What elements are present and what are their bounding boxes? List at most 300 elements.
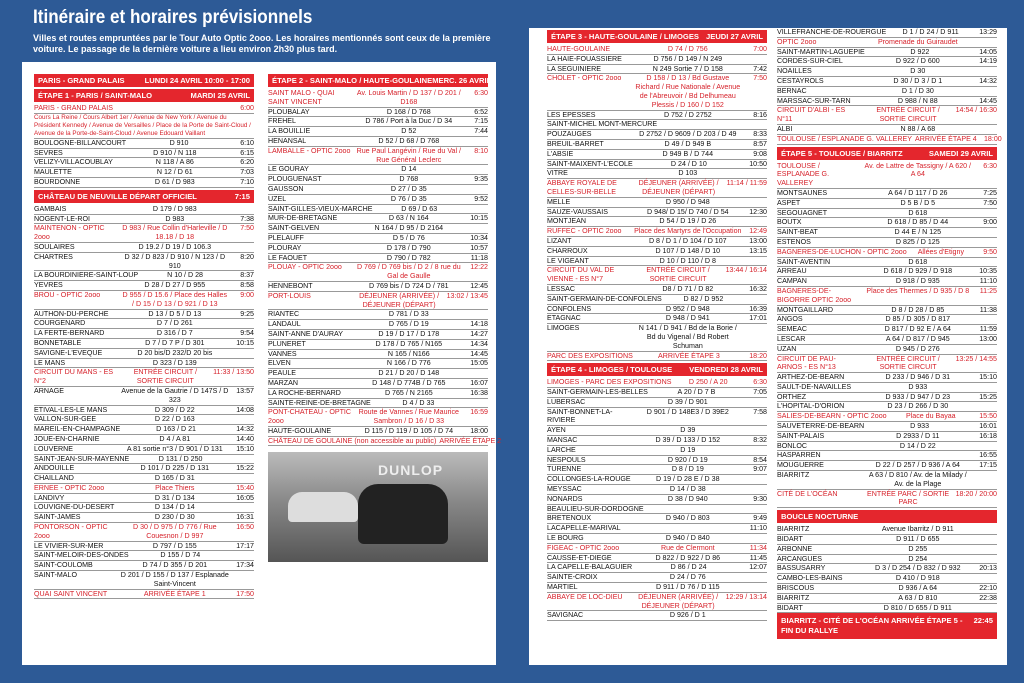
route: D 797 / D 155 — [152, 541, 197, 550]
time: 14:32 — [979, 76, 997, 85]
route: ENTRÉE CIRCUIT / SORTIE CIRCUIT — [876, 354, 940, 372]
route: D 952 / D 948 — [665, 304, 710, 313]
itinerary-row — [777, 48, 997, 58]
itinerary-row — [268, 89, 488, 108]
town-name: BREUIL-BARRET — [547, 139, 604, 148]
route: D 101 / D 225 / D 131 — [140, 464, 210, 473]
town-name: ARREAU — [777, 267, 807, 276]
route: D 756 / D 149 / N 249 — [653, 54, 723, 63]
section-header — [547, 363, 767, 376]
route: D 63 / N 164 — [388, 214, 429, 223]
time: 9:07 — [753, 465, 767, 474]
route: D 24 / D 76 — [669, 573, 706, 582]
town-name: SAINT-GILLES-VIEUX-MARCHE — [268, 204, 373, 213]
town-name: LESSAC — [547, 284, 575, 293]
itinerary-row — [547, 65, 767, 75]
town-name: MOUGUERRE — [777, 461, 824, 470]
itinerary-row — [547, 563, 767, 573]
route: D 19 / D 28 E / D 38 — [656, 475, 720, 484]
route: Place des Thermes / D 935 / D 8 — [866, 286, 970, 295]
town-name: CHARROUX — [547, 246, 588, 255]
route: D 49 / D 949 B — [664, 139, 712, 148]
route: N 118 / A 86 — [155, 158, 194, 167]
town-name: AYEN — [547, 426, 566, 435]
route: D 107 / D 148 / D 10 — [655, 246, 721, 255]
town-name: CAMPAN — [777, 277, 807, 286]
town-name: ASPET — [777, 198, 801, 207]
itinerary-row — [777, 525, 997, 535]
itinerary-row — [547, 593, 767, 612]
town-name: CAMBO-LES-BAINS — [777, 574, 843, 583]
section-header — [547, 30, 767, 43]
route: D 155 / D 74 — [160, 551, 201, 560]
route: D 148 / D 774B / D 765 — [372, 378, 446, 387]
town-name: BIDART — [777, 603, 803, 612]
town-name: LUBERSAC — [547, 397, 586, 406]
route: D 250 / A 20 — [688, 378, 728, 387]
time: 8:32 — [753, 436, 767, 445]
town-name: SAUVETERRE-DE-BEARN — [777, 422, 865, 431]
itinerary-row — [34, 271, 254, 281]
vintage-car-photo — [268, 452, 488, 562]
route: D 936 / A 64 — [898, 584, 938, 593]
route: D 7 / D 7 P / D 301 — [145, 338, 205, 347]
town-name: TURENNE — [547, 465, 582, 474]
town-name: SAINT-PALAIS — [777, 431, 825, 440]
town-name: SOULAIRES — [34, 242, 75, 251]
route: D 14 / D 22 — [899, 441, 936, 450]
route: D 20 bis/D 232/D 20 bis — [137, 348, 213, 357]
time: 20:13 — [979, 564, 997, 573]
itinerary-row — [268, 399, 488, 409]
itinerary-row — [547, 266, 767, 285]
itinerary-row — [777, 490, 997, 509]
town-name: BONLOC — [777, 441, 807, 450]
time: 6:10 — [240, 138, 254, 147]
intro-text: Villes et routes empruntées par le Tour Auto Optic 2ooo. Les horaires mentionnés sont ceux de la première voiture. Le passage de la dernière voiture a lieu environ 2h30 plus tard. — [33, 33, 491, 54]
town-name: RUFFEC - OPTIC 2ooo — [547, 227, 622, 236]
itinerary-row — [777, 162, 997, 189]
itinerary-row — [777, 422, 997, 432]
time: 6:52 — [474, 107, 488, 116]
time: 7:50 — [240, 224, 254, 233]
route: D 781 / D 33 — [388, 310, 429, 319]
time: 7:50 — [753, 74, 767, 83]
route: D 910 — [169, 138, 189, 147]
town-name: POUZAUGES — [547, 130, 592, 139]
time: 8:33 — [753, 130, 767, 139]
route: D 618 — [908, 208, 928, 217]
itinerary-row — [777, 555, 997, 565]
itinerary-row — [268, 330, 488, 340]
town-name: LACAPELLE-MARIVAL — [547, 524, 621, 533]
itinerary-row — [268, 340, 488, 350]
route: D 940 / D 803 — [665, 514, 710, 523]
route: Av. Louis Martin / D 137 / D 201 / D168 — [356, 89, 461, 106]
time: 22:10 — [979, 584, 997, 593]
time: 16:01 — [979, 422, 997, 431]
itinerary-row — [777, 209, 997, 219]
time: 10:50 — [749, 159, 767, 168]
time: 15:10 — [979, 373, 997, 382]
town-name: BIARRITZ — [777, 471, 810, 480]
time: 6:20 — [240, 158, 254, 167]
route: D 940 / D 840 — [665, 534, 710, 543]
town-name: MAULETTE — [34, 168, 72, 177]
time: 14:40 — [236, 434, 254, 443]
town-name: SAUZE-VAUSSAIS — [547, 207, 608, 216]
time: 11:10 — [979, 277, 997, 286]
section-date: LUNDI 24 AVRIL 10:00 - 17:00 — [144, 76, 250, 85]
itinerary-row — [547, 285, 767, 295]
town-name: UZEL — [268, 194, 287, 203]
section-date: SAMEDI 29 AVRIL — [928, 148, 993, 158]
section-date: JEUDI 27 AVRIL — [706, 32, 763, 41]
town-name: LIMOGES — [547, 324, 580, 333]
section-header — [268, 74, 492, 87]
route: D 911 / D 76 / D 115 — [655, 583, 720, 592]
itinerary-row — [547, 227, 767, 237]
route: D 910 / N 118 — [153, 148, 197, 157]
itinerary-row — [547, 352, 767, 362]
itinerary-row — [34, 561, 254, 571]
town-name: L'HOPITAL-D'ORION — [777, 402, 845, 411]
town-name: BIDART — [777, 535, 803, 544]
route: D 39 — [680, 426, 696, 435]
route: D 13 / D 5 / D 13 — [148, 309, 202, 318]
town-name: ETAGNAC — [547, 314, 581, 323]
town-name: CORDES-SUR-CIEL — [777, 57, 843, 66]
time: 12:30 — [749, 207, 767, 216]
itinerary-row — [777, 355, 997, 374]
itinerary-row — [34, 387, 254, 406]
itinerary-row — [777, 373, 997, 383]
itinerary-row — [777, 238, 997, 248]
town-name: NOAILLES — [777, 67, 812, 76]
time: 12:45 — [470, 281, 488, 290]
itinerary-row — [547, 198, 767, 208]
town-name: CESTAYROLS — [777, 76, 824, 85]
route: D 38 / D 940 — [667, 494, 708, 503]
town-name: BAGNERES-DE-BIGORRE OPTIC 2ooo — [777, 286, 852, 304]
time: 7:42 — [753, 64, 767, 73]
route: D 76 / D 35 — [390, 194, 427, 203]
town-name: RIANTEC — [268, 310, 300, 319]
itinerary-row — [34, 104, 254, 114]
itinerary-row — [34, 291, 254, 310]
town-name: L'ABSIE — [547, 149, 574, 158]
town-name: BIARRITZ — [777, 525, 810, 534]
itinerary-row — [777, 574, 997, 584]
itinerary-row — [268, 205, 488, 215]
town-name: MAREIL-EN-CHAMPAGNE — [34, 425, 121, 434]
time: 7:15 — [474, 117, 488, 126]
town-name: SAINT-JEAN-SUR-MAYENNE — [34, 454, 130, 463]
section-header — [34, 89, 254, 102]
itinerary-row — [777, 218, 997, 228]
town-name: MONTSAUNES — [777, 188, 828, 197]
itinerary-row — [777, 77, 997, 87]
route: ENTRÉE CIRCUIT / SORTIE CIRCUIT — [646, 266, 710, 284]
time: 12:07 — [749, 563, 767, 572]
route: N 10 / D 28 — [167, 271, 203, 280]
route: Avenue de la Gautrie / D 147S / D 323 — [121, 386, 229, 404]
route: D 4 / D 33 — [402, 398, 435, 407]
itinerary-row — [34, 205, 254, 215]
time: 17:01 — [749, 314, 767, 323]
time: 14:45 — [979, 96, 997, 105]
town-name: BRETENOUX — [547, 514, 592, 523]
town-name: NESPOULS — [547, 455, 586, 464]
town-name: LE FAOUET — [268, 253, 308, 262]
route: DÉJEUNER (ARRIVÉE) / DÉJEUNER (DÉPART) — [638, 592, 719, 610]
time: 10:35 — [979, 267, 997, 276]
route: N 165 / N166 — [387, 349, 430, 358]
town-name: TOULOUSE / ESPLANADE G. VALLEREY — [777, 134, 912, 143]
itinerary-row — [34, 474, 254, 484]
itinerary-row — [268, 389, 488, 399]
town-name: MAINTENON - OPTIC 2ooo — [34, 224, 105, 242]
town-name: SAINT-ANNE D'AURAY — [268, 329, 343, 338]
town-name: ORTHEZ — [777, 392, 807, 401]
time: 7:10 — [240, 177, 254, 186]
town-name: MANSAC — [547, 436, 578, 445]
time: 9:08 — [753, 149, 767, 158]
route: D 790 / D 782 — [386, 253, 431, 262]
itinerary-row — [547, 314, 767, 324]
time: 8:10 — [474, 146, 488, 155]
itinerary-row — [547, 237, 767, 247]
section-header — [34, 190, 254, 203]
itinerary-row — [777, 345, 997, 355]
time: 10:15 — [470, 214, 488, 223]
route: D 255 — [908, 544, 928, 553]
time: 13:00 — [979, 334, 997, 343]
itinerary-row — [268, 427, 488, 437]
route: D 230 / D 30 — [154, 513, 195, 522]
route: D 134 / D 14 — [154, 503, 195, 512]
itinerary-row — [268, 310, 488, 320]
town-name: LES EPESSES — [547, 110, 596, 119]
town-name: MARSSAC-SUR-TARN — [777, 96, 851, 105]
itinerary-row — [547, 505, 767, 515]
time: 17:17 — [236, 541, 254, 550]
itinerary-row — [547, 130, 767, 140]
time: 13:02 / 13:45 — [446, 291, 488, 300]
town-name: HENNEBONT — [268, 281, 313, 290]
town-name: ABBAYE DE LOC-DIEU — [547, 592, 623, 601]
town-name: VALLON-SUR-GEE — [34, 415, 97, 424]
route: D 178 / D 765 / N165 — [375, 339, 443, 348]
route: D 201 / D 155 / D 137 / Esplanade Saint-Vincent — [120, 571, 229, 588]
route: D 933 / D 947 / D 23 — [885, 392, 951, 401]
itinerary-row — [34, 359, 254, 369]
route: A 63 / D 810 — [898, 593, 938, 602]
itinerary-row — [547, 45, 767, 55]
itinerary-row — [268, 117, 488, 127]
town-name: LA FERTE-BERNARD — [34, 329, 105, 338]
town-name: HENANSAL — [268, 136, 307, 145]
route: N 12 / D 61 — [156, 168, 193, 177]
route: D 410 / D 918 — [895, 574, 940, 583]
itinerary-row — [777, 451, 997, 461]
route: D 8 / D 1 / D 104 / D 107 — [648, 236, 727, 245]
town-name: ARNAGE — [34, 386, 64, 395]
section-header — [777, 147, 997, 160]
route: D 769 bis / D 724 D / 781 — [368, 281, 449, 290]
time: 11:34 — [749, 543, 767, 552]
town-name: LIMOGES - PARC DES EXPOSITIONS — [547, 378, 672, 387]
itinerary-row — [777, 325, 997, 335]
route: D 752 / D 2752 — [663, 110, 712, 119]
town-name: SAINTE-CROIX — [547, 573, 598, 582]
column-etape-2 — [268, 72, 502, 562]
town-name: CHARTRES — [34, 252, 73, 261]
time: 14:18 — [470, 320, 488, 329]
route: D 254 — [908, 554, 928, 563]
route: D 39 / D 901 — [667, 397, 708, 406]
town-name: ARCANGUES — [777, 554, 822, 563]
time: 6:30 — [983, 161, 997, 170]
itinerary-row — [777, 38, 997, 48]
route: D 901 / D 148E3 / D 39E2 — [646, 407, 729, 416]
town-name: LA BOUILLIE — [268, 127, 311, 136]
itinerary-row — [547, 140, 767, 150]
town-name: ELVEN — [268, 359, 291, 368]
town-name: BRISCOUS — [777, 584, 815, 593]
town-name: LA SEGUINIERE — [547, 64, 602, 73]
town-name: ALBI — [777, 124, 793, 133]
route: D 179 / D 983 — [152, 204, 197, 213]
town-name: SAINT-BONNET-LA-RIVIERE — [547, 407, 613, 425]
time: 8:54 — [753, 455, 767, 464]
town-name: CONFOLENS — [547, 304, 592, 313]
time: 15:40 — [236, 483, 254, 492]
itinerary-row — [34, 590, 254, 600]
column-etape-1 — [34, 72, 254, 599]
route: D 23 / D 266 / D 30 — [887, 402, 949, 411]
route: D 922 — [910, 47, 930, 56]
town-name: PARC DES EXPOSITIONS — [547, 351, 633, 360]
town-name: LAMBALLE - OPTIC 2ooo — [268, 146, 351, 155]
town-name: COURGENARD — [34, 319, 86, 328]
itinerary-row — [547, 55, 767, 65]
time: 15:10 — [236, 444, 254, 453]
itinerary-row — [547, 485, 767, 495]
itinerary-row — [777, 267, 997, 277]
town-name: SAINTE-REINE-DE-BRETAGNE — [268, 398, 371, 407]
route: D 69 / D 63 — [401, 204, 438, 213]
time: 8:20 — [240, 252, 254, 261]
route: D 30 / D 975 / D 776 / Rue Couesnon / D 997 — [132, 523, 217, 540]
town-name: SAINT-BEAT — [777, 228, 818, 237]
itinerary-row — [777, 604, 997, 614]
route: D 24 / D 10 — [670, 159, 707, 168]
route: D 21 / D 20 / D 148 — [378, 369, 440, 378]
itinerary-row — [547, 475, 767, 485]
town-name: SAINT-MARTIN-LAGUEPIE — [777, 47, 865, 56]
itinerary-row — [777, 545, 997, 555]
itinerary-row — [777, 461, 997, 471]
town-name: ARTHEZ-DE-BEARN — [777, 373, 845, 382]
route: D 309 / D 22 — [154, 405, 195, 414]
route: D 85 / D 305 / D 817 — [885, 315, 951, 324]
itinerary-row — [268, 254, 488, 264]
route: D 103 — [678, 169, 698, 178]
itinerary-row — [547, 398, 767, 408]
time: 16:39 — [749, 304, 767, 313]
itinerary-row — [777, 471, 997, 490]
time: 6:15 — [240, 148, 254, 157]
time: 16:32 — [749, 284, 767, 293]
town-name: CAUSSE-ET-DIEGE — [547, 553, 612, 562]
itinerary-row — [34, 368, 254, 387]
section-date: VENDREDI 28 AVRIL — [689, 365, 763, 375]
itinerary-row — [547, 465, 767, 475]
itinerary-row — [777, 57, 997, 67]
route: N 164 / D 95 / D 2164 — [374, 224, 444, 233]
itinerary-row — [34, 523, 254, 542]
route: D 74 / D 756 — [667, 45, 708, 53]
itinerary-row — [547, 305, 767, 315]
route: D 948 / D 941 — [665, 314, 710, 323]
itinerary-row — [34, 149, 254, 159]
route: ARRIVÉE ÉTAPE 4 — [914, 134, 977, 143]
town-name: UZAN — [777, 344, 797, 353]
route: D 178 / D 790 — [386, 243, 431, 252]
time: 14:27 — [470, 329, 488, 338]
town-name: LANDAUL — [268, 320, 301, 329]
route-note: Cours La Reine / Cours Albert 1er / Avenue de New York / Avenue du Président Kennedy / Avenue de Versailles / Place de la Porte de Saint-Cloud / Avenue de la Porte-de-Saint-Cloud / Avenue Edouard Vaillant — [34, 114, 254, 139]
route: D 955 / D 15.6 / Place des Halles / D 15 / D 13 / D 921 / D 13 — [122, 290, 228, 308]
route: D 30 / D 3 / D 1 — [893, 76, 943, 85]
time: 17:15 — [979, 461, 997, 470]
time: 13:00 — [749, 236, 767, 245]
time: 15:22 — [236, 464, 254, 473]
itinerary-row — [34, 224, 254, 243]
itinerary-row — [547, 208, 767, 218]
route: Rue Paul Langévin / Rue du Val / Rue Général Leclerc — [356, 146, 461, 164]
itinerary-row — [268, 350, 488, 360]
itinerary-row — [268, 165, 488, 175]
town-name: ERNEE - OPTIC 2ooo — [34, 483, 105, 492]
town-name: LA HAIE-FOUASSIERE — [547, 54, 622, 63]
itinerary-row — [777, 248, 997, 258]
section-date: MERC. 26 AVRIL — [432, 76, 492, 85]
route: D 5 B / D 5 — [900, 198, 936, 207]
town-name: NOGENT-LE-ROI — [34, 214, 90, 223]
town-name: PLOUAY - OPTIC 2ooo — [268, 263, 342, 272]
itinerary-row — [547, 247, 767, 257]
itinerary-row — [777, 315, 997, 325]
itinerary-row — [268, 369, 488, 379]
route: D 14 / D 38 — [669, 485, 706, 494]
itinerary-row — [547, 524, 767, 534]
town-name: VITRE — [547, 169, 568, 178]
time: 7:50 — [983, 198, 997, 207]
itinerary-row — [777, 594, 997, 604]
route: Allées d'Etigny — [917, 247, 964, 256]
itinerary-row — [268, 436, 502, 447]
itinerary-row — [34, 339, 254, 349]
town-name: YEVRES — [34, 281, 63, 290]
itinerary-row — [268, 263, 488, 282]
itinerary-row — [777, 106, 997, 125]
itinerary-row — [268, 292, 488, 311]
time: 10:57 — [470, 243, 488, 252]
itinerary-row — [547, 257, 767, 267]
time: 7:58 — [753, 407, 767, 416]
